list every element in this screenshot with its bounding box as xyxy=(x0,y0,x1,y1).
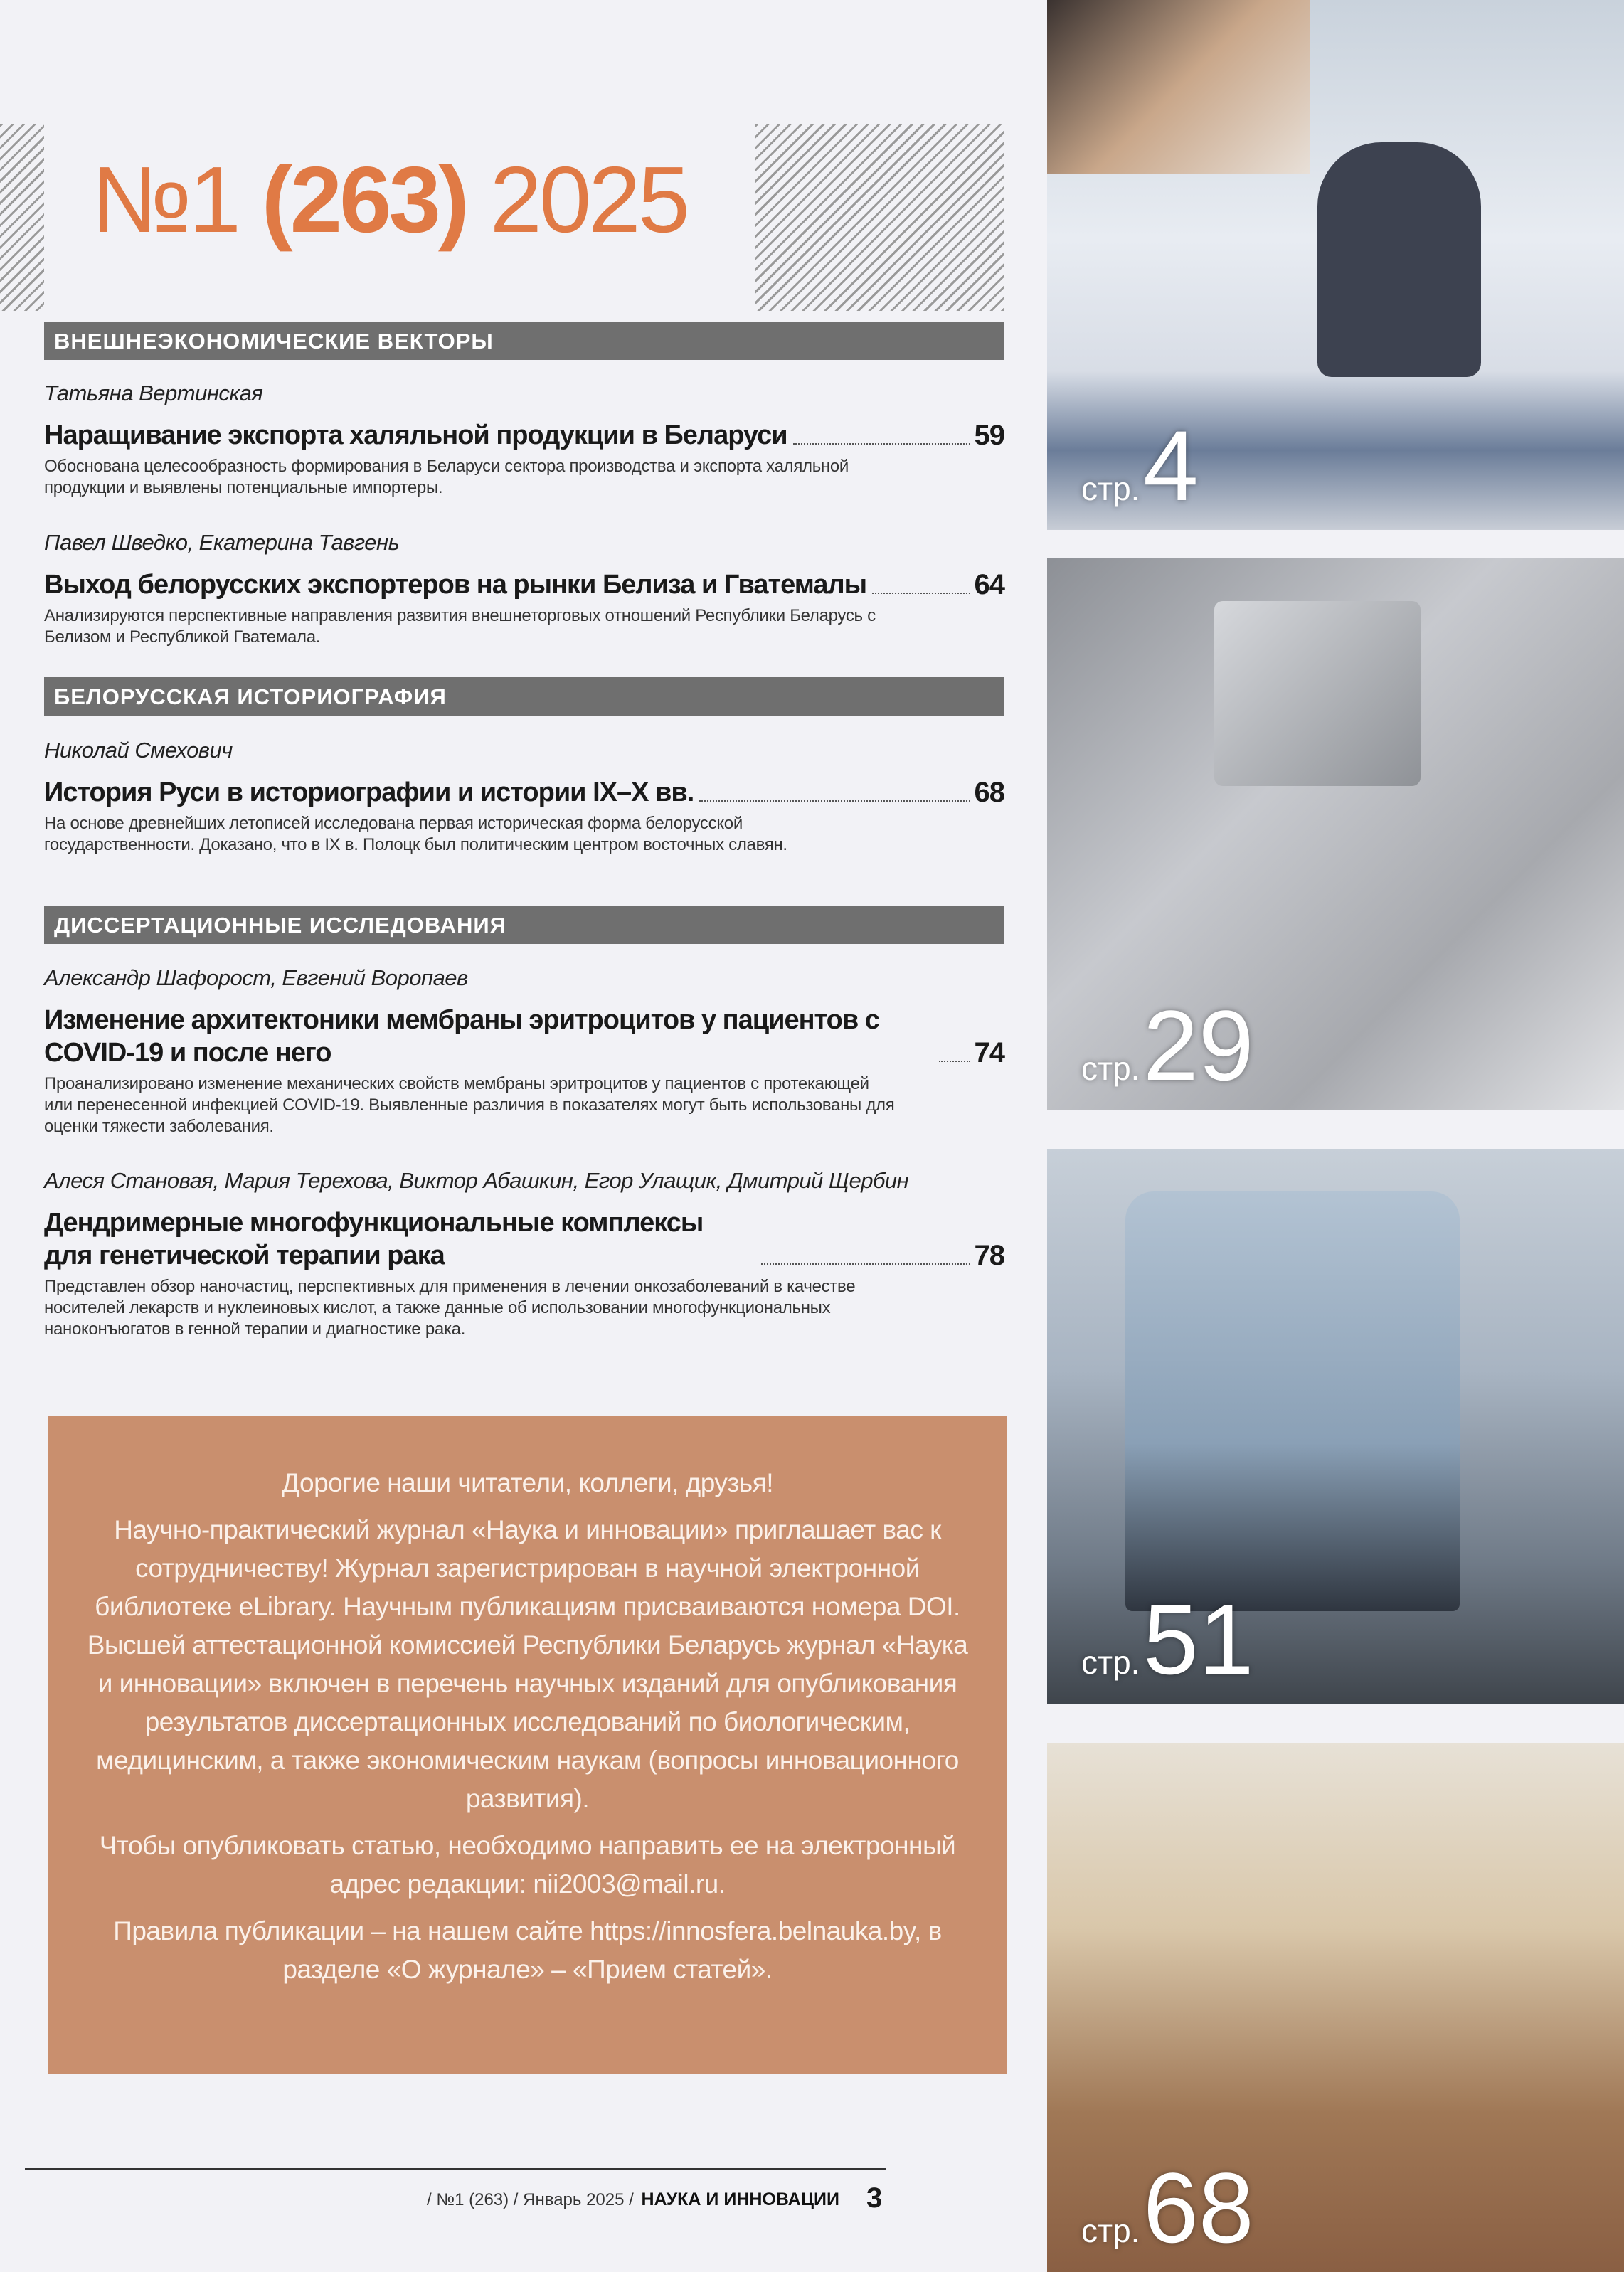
article-summary: Представлен обзор наночастиц, перспективных для применения в лечении онкозаболеваний в качестве носителей лекарств и нуклеиновых кислот, а также данные об использовании многофункциональных наноконъюгатов в генной терапии и диагностике рака. xyxy=(44,1277,856,1339)
photo-historical-town-illustration xyxy=(1047,1743,1624,2272)
toc-entry[interactable] xyxy=(44,530,1004,648)
device-body xyxy=(1214,601,1421,786)
truck-cab xyxy=(1125,1191,1460,1611)
leader-dots xyxy=(793,443,970,445)
article-summary: На основе древнейших летописей исследована первая историческая форма белорусской государственности. Доказано, что в IX в. Полоцк был политическим центром восточных славян. xyxy=(44,814,787,854)
page-reference: стр. 4 xyxy=(1081,410,1199,521)
section-header: БЕЛОРУССКАЯ ИСТОРИОГРАФИЯ xyxy=(44,677,1004,716)
toc-entry[interactable] xyxy=(44,965,1004,1137)
article-page: 59 xyxy=(974,420,1004,451)
article-summary: Проанализировано изменение механических свойств мембраны эритроцитов у пациентов с протекающей или перенесенной инфекцией COVID-19. Выявленные различия в показателях могут быть использованы для оценки тяжести заболевания. xyxy=(44,1074,895,1136)
article-title[interactable]: Изменение архитектоники мембраны эритроцитов у пациентов с COVID-19 и после него xyxy=(44,1005,879,1068)
article-page: 78 xyxy=(974,1240,1004,1271)
article-title[interactable]: История Руси в историографии и истории IX–X вв. xyxy=(44,777,694,807)
article-title[interactable]: Выход белорусских экспортеров на рынки Белиза и Гватемалы xyxy=(44,570,867,600)
promo-greeting: Дорогие наши читатели, коллеги, друзья! xyxy=(282,1468,773,1497)
footer: / №1 (263) / Январь 2025 / НАУКА И ИННОВАЦИИ xyxy=(427,2189,839,2209)
photo-optical-device xyxy=(1047,558,1624,1110)
page-reference: стр. 51 xyxy=(1081,1583,1254,1695)
article-page: 64 xyxy=(974,569,1004,600)
article-summary: Обоснована целесообразность формирования в Беларуси сектора производства и экспорта халяльной продукции и выявлены потенциальные импортеры. xyxy=(44,457,849,497)
photo-inset-researcher xyxy=(1047,0,1310,174)
researcher-figure xyxy=(1317,142,1481,377)
toc-entry[interactable] xyxy=(44,738,1004,856)
decorative-hatch-right xyxy=(755,124,1004,311)
issue-number: №1 (263) 2025 xyxy=(91,147,688,252)
section-header: ДИССЕРТАЦИОННЫЕ ИССЛЕДОВАНИЯ xyxy=(44,906,1004,944)
photo-maz-truck xyxy=(1047,1149,1624,1704)
page-reference: стр. 29 xyxy=(1081,989,1254,1101)
footer-divider xyxy=(25,2168,886,2170)
leader-dots xyxy=(699,800,970,802)
page-number: 3 xyxy=(866,2182,883,2214)
decorative-hatch-left xyxy=(0,124,44,311)
promo-rules: Правила публикации – на нашем сайте https://innosfera.belnauka.by, в разделе «О журнале» – «Прием статей». xyxy=(113,1916,942,1984)
leader-dots xyxy=(761,1263,970,1265)
photo-arctic-research xyxy=(1047,0,1624,530)
article-page: 68 xyxy=(974,777,1004,808)
toc-entry[interactable] xyxy=(44,1168,1004,1340)
article-authors: Павел Шведко, Екатерина Тавгень xyxy=(44,530,400,555)
article-authors: Николай Смехович xyxy=(44,738,233,763)
article-title[interactable]: Дендримерные многофункциональные комплексы для генетической терапии рака xyxy=(44,1208,704,1270)
promo-body: Научно-практический журнал «Наука и инновации» приглашает вас к сотрудничеству! Журнал зарегистрирован в научной электронной библиотеке eLibrary. Научным публикациям присваиваются номера DOI. Высшей аттестационной комиссией Республики Беларусь журнал «Наука и инновации» включен в перечень научных изданий для опубликования результатов диссертационных исследований по биологическим, медицинским, а также экономическим наукам (вопросы инновационного развития). xyxy=(87,1515,968,1813)
article-authors: Александр Шафорост, Евгений Воропаев xyxy=(44,965,468,990)
leader-dots xyxy=(939,1061,970,1062)
section-header: ВНЕШНЕЭКОНОМИЧЕСКИЕ ВЕКТОРЫ xyxy=(44,322,1004,360)
article-title[interactable]: Наращивание экспорта халяльной продукции в Беларуси xyxy=(44,420,787,450)
page-reference: стр. 68 xyxy=(1081,2152,1254,2263)
promo-submit: Чтобы опубликовать статью, необходимо направить ее на электронный адрес редакции: nii2003@mail.ru. xyxy=(99,1831,956,1899)
call-for-papers-box xyxy=(48,1416,1007,2074)
article-page: 74 xyxy=(974,1037,1004,1068)
article-authors: Татьяна Вертинская xyxy=(44,381,263,405)
toc-entry[interactable] xyxy=(44,381,1004,499)
leader-dots xyxy=(872,593,970,594)
article-summary: Анализируются перспективные направления развития внешнеторговых отношений Республики Беларусь с Белизом и Республикой Гватемала. xyxy=(44,606,876,647)
article-authors: Алеся Становая, Мария Терехова, Виктор Абашкин, Егор Улащик, Дмитрий Щербин xyxy=(44,1168,909,1193)
